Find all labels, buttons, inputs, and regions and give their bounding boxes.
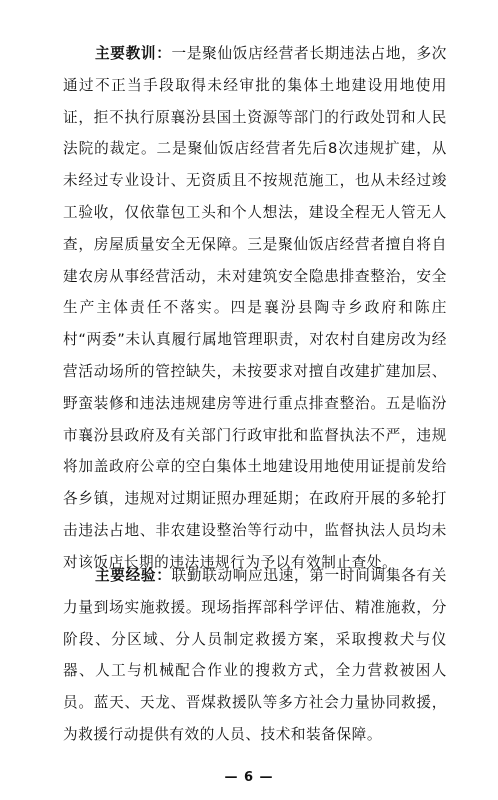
page-number: — 6 —	[224, 770, 274, 785]
experience-heading: 主要经验：	[95, 567, 172, 584]
lessons-heading: 主要教训：	[95, 45, 172, 62]
paragraph-experience	[63, 560, 447, 751]
experience-text: 联勤联动响应迅速，第一时间调集各有关力量到场实施救援。现场指挥部科学评估、精准施救，分阶段、分区域、分人员制定救援方案，采取搜救犬与仪器、人工与机械配合作业的搜救方式，全力营救被困人员。蓝天、天龙、晋煤救援队等多方社会力量协同救援，为救援行动提供有效的人员、技术和装备保障。	[63, 567, 447, 743]
paragraph-lessons	[63, 38, 447, 579]
lessons-text: 一是聚仙饭店经营者长期违法占地，多次通过不正当手段取得未经审批的集体土地建设用地使用证，拒不执行原襄汾县国土资源等部门的行政处罚和人民法院的裁定。二是聚仙饭店经营者先后8次违规扩建，从未经过专业设计、无资质且不按规范施工，也从未经过竣工验收，仅依靠包工头和个人想法，建设全程无人管无人查，房屋质量安全无保障。三是聚仙饭店经营者擅自将自建农房从事经营活动，未对建筑安全隐患排查整治，安全生产主体责任不落实。四是襄汾县陶寺乡政府和陈庄村“两委”未认真履行属地管理职责，对农村自建房改为经营活动场所的管控缺失，未按要求对擅自改建扩建加层、野蛮装修和违法违规建房等进行重点排查整治。五是临汾市襄汾县政府及有关部门行政审批和监督执法不严，违规将加盖政府公章的空白集体土地建设用地使用证提前发给各乡镇，违规对过期证照办理延期；在政府开展的多轮打击违法占地、非农建设整治等行动中，监督执法人员均未对该饭店长期的违法违规行为予以有效制止查处。	[63, 45, 447, 571]
